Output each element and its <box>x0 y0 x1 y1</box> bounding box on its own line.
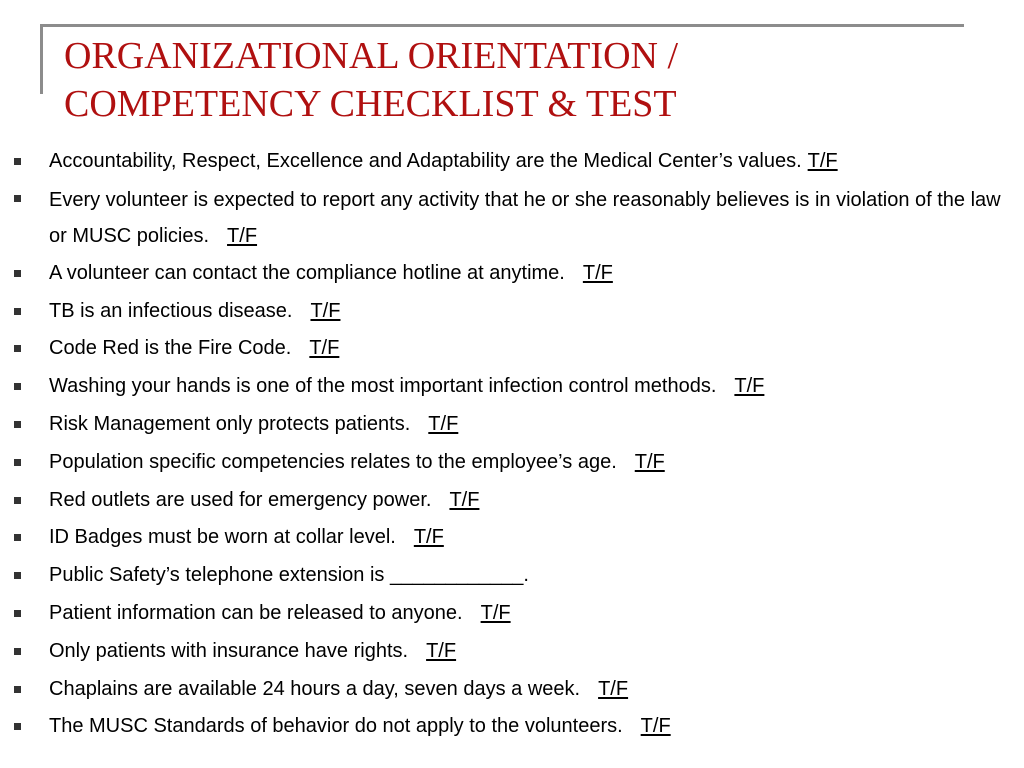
square-bullet-icon <box>14 648 21 655</box>
true-false-answer: T/F <box>598 677 629 700</box>
checklist-item <box>0 255 1024 293</box>
slide-title <box>64 32 994 128</box>
checklist-item <box>0 482 1024 520</box>
true-false-answer: T/F <box>426 639 457 662</box>
true-false-answer: T/F <box>640 715 671 738</box>
checklist-item <box>0 708 1024 746</box>
square-bullet-icon <box>14 421 21 428</box>
item-text: Risk Management only protects patients. <box>49 412 411 435</box>
item-text: Patient information can be released to anyone. <box>49 601 463 624</box>
checklist-item <box>0 444 1024 482</box>
slide-title-line: ORGANIZATIONAL ORIENTATION / <box>64 35 679 77</box>
checklist-item <box>0 633 1024 671</box>
item-text: Washing your hands is one of the most important infection control methods. <box>49 375 717 398</box>
item-text: Code Red is the Fire Code. <box>49 337 292 360</box>
square-bullet-icon <box>14 686 21 693</box>
checklist-item <box>0 293 1024 331</box>
checklist-item <box>0 519 1024 557</box>
checklist-item <box>0 368 1024 406</box>
checklist-item <box>0 143 1024 181</box>
square-bullet-icon <box>14 158 21 165</box>
item-text: ID Badges must be worn at collar level. <box>49 526 396 549</box>
item-text: Public Safety’s telephone extension is ____________. <box>49 564 529 587</box>
true-false-answer: T/F <box>309 337 340 360</box>
title-frame-left-rule <box>40 24 43 94</box>
true-false-answer: T/F <box>227 224 258 247</box>
true-false-answer: T/F <box>807 150 838 172</box>
item-text: A volunteer can contact the compliance hotline at anytime. <box>49 261 565 284</box>
square-bullet-icon <box>14 383 21 390</box>
true-false-answer: T/F <box>480 601 511 624</box>
title-frame-top-rule <box>40 24 964 27</box>
true-false-answer: T/F <box>449 488 480 511</box>
square-bullet-icon <box>14 308 21 315</box>
square-bullet-icon <box>14 345 21 352</box>
true-false-answer: T/F <box>734 375 765 398</box>
true-false-answer: T/F <box>634 450 665 473</box>
true-false-answer: T/F <box>582 261 613 284</box>
checklist <box>0 143 1024 746</box>
checklist-item <box>0 671 1024 709</box>
item-text: TB is an infectious disease. <box>49 299 293 322</box>
item-text: Accountability, Respect, Excellence and Adaptability are the Medical Center’s values. <box>49 150 802 172</box>
true-false-answer: T/F <box>310 299 341 322</box>
square-bullet-icon <box>14 610 21 617</box>
square-bullet-icon <box>14 270 21 277</box>
square-bullet-icon <box>14 534 21 541</box>
item-text: Chaplains are available 24 hours a day, seven days a week. <box>49 677 581 700</box>
true-false-answer: T/F <box>428 412 459 435</box>
checklist-item <box>0 406 1024 444</box>
item-text: Population specific competencies relates to the employee’s age. <box>49 450 617 473</box>
checklist-item <box>0 330 1024 368</box>
checklist-item <box>0 181 1024 255</box>
slide-title-line: COMPETENCY CHECKLIST & TEST <box>64 83 677 125</box>
square-bullet-icon <box>14 723 21 730</box>
checklist-item <box>0 595 1024 633</box>
square-bullet-icon <box>14 497 21 504</box>
true-false-answer: T/F <box>413 526 444 549</box>
square-bullet-icon <box>14 195 21 202</box>
checklist-item <box>0 557 1024 595</box>
item-text: Red outlets are used for emergency power. <box>49 488 432 511</box>
square-bullet-icon <box>14 572 21 579</box>
item-text: The MUSC Standards of behavior do not apply to the volunteers. <box>49 715 623 738</box>
item-text: Only patients with insurance have rights. <box>49 639 409 662</box>
item-text: Every volunteer is expected to report any activity that he or she reasonably believes is in violation of the law or MUSC policies. <box>49 188 1001 247</box>
square-bullet-icon <box>14 459 21 466</box>
